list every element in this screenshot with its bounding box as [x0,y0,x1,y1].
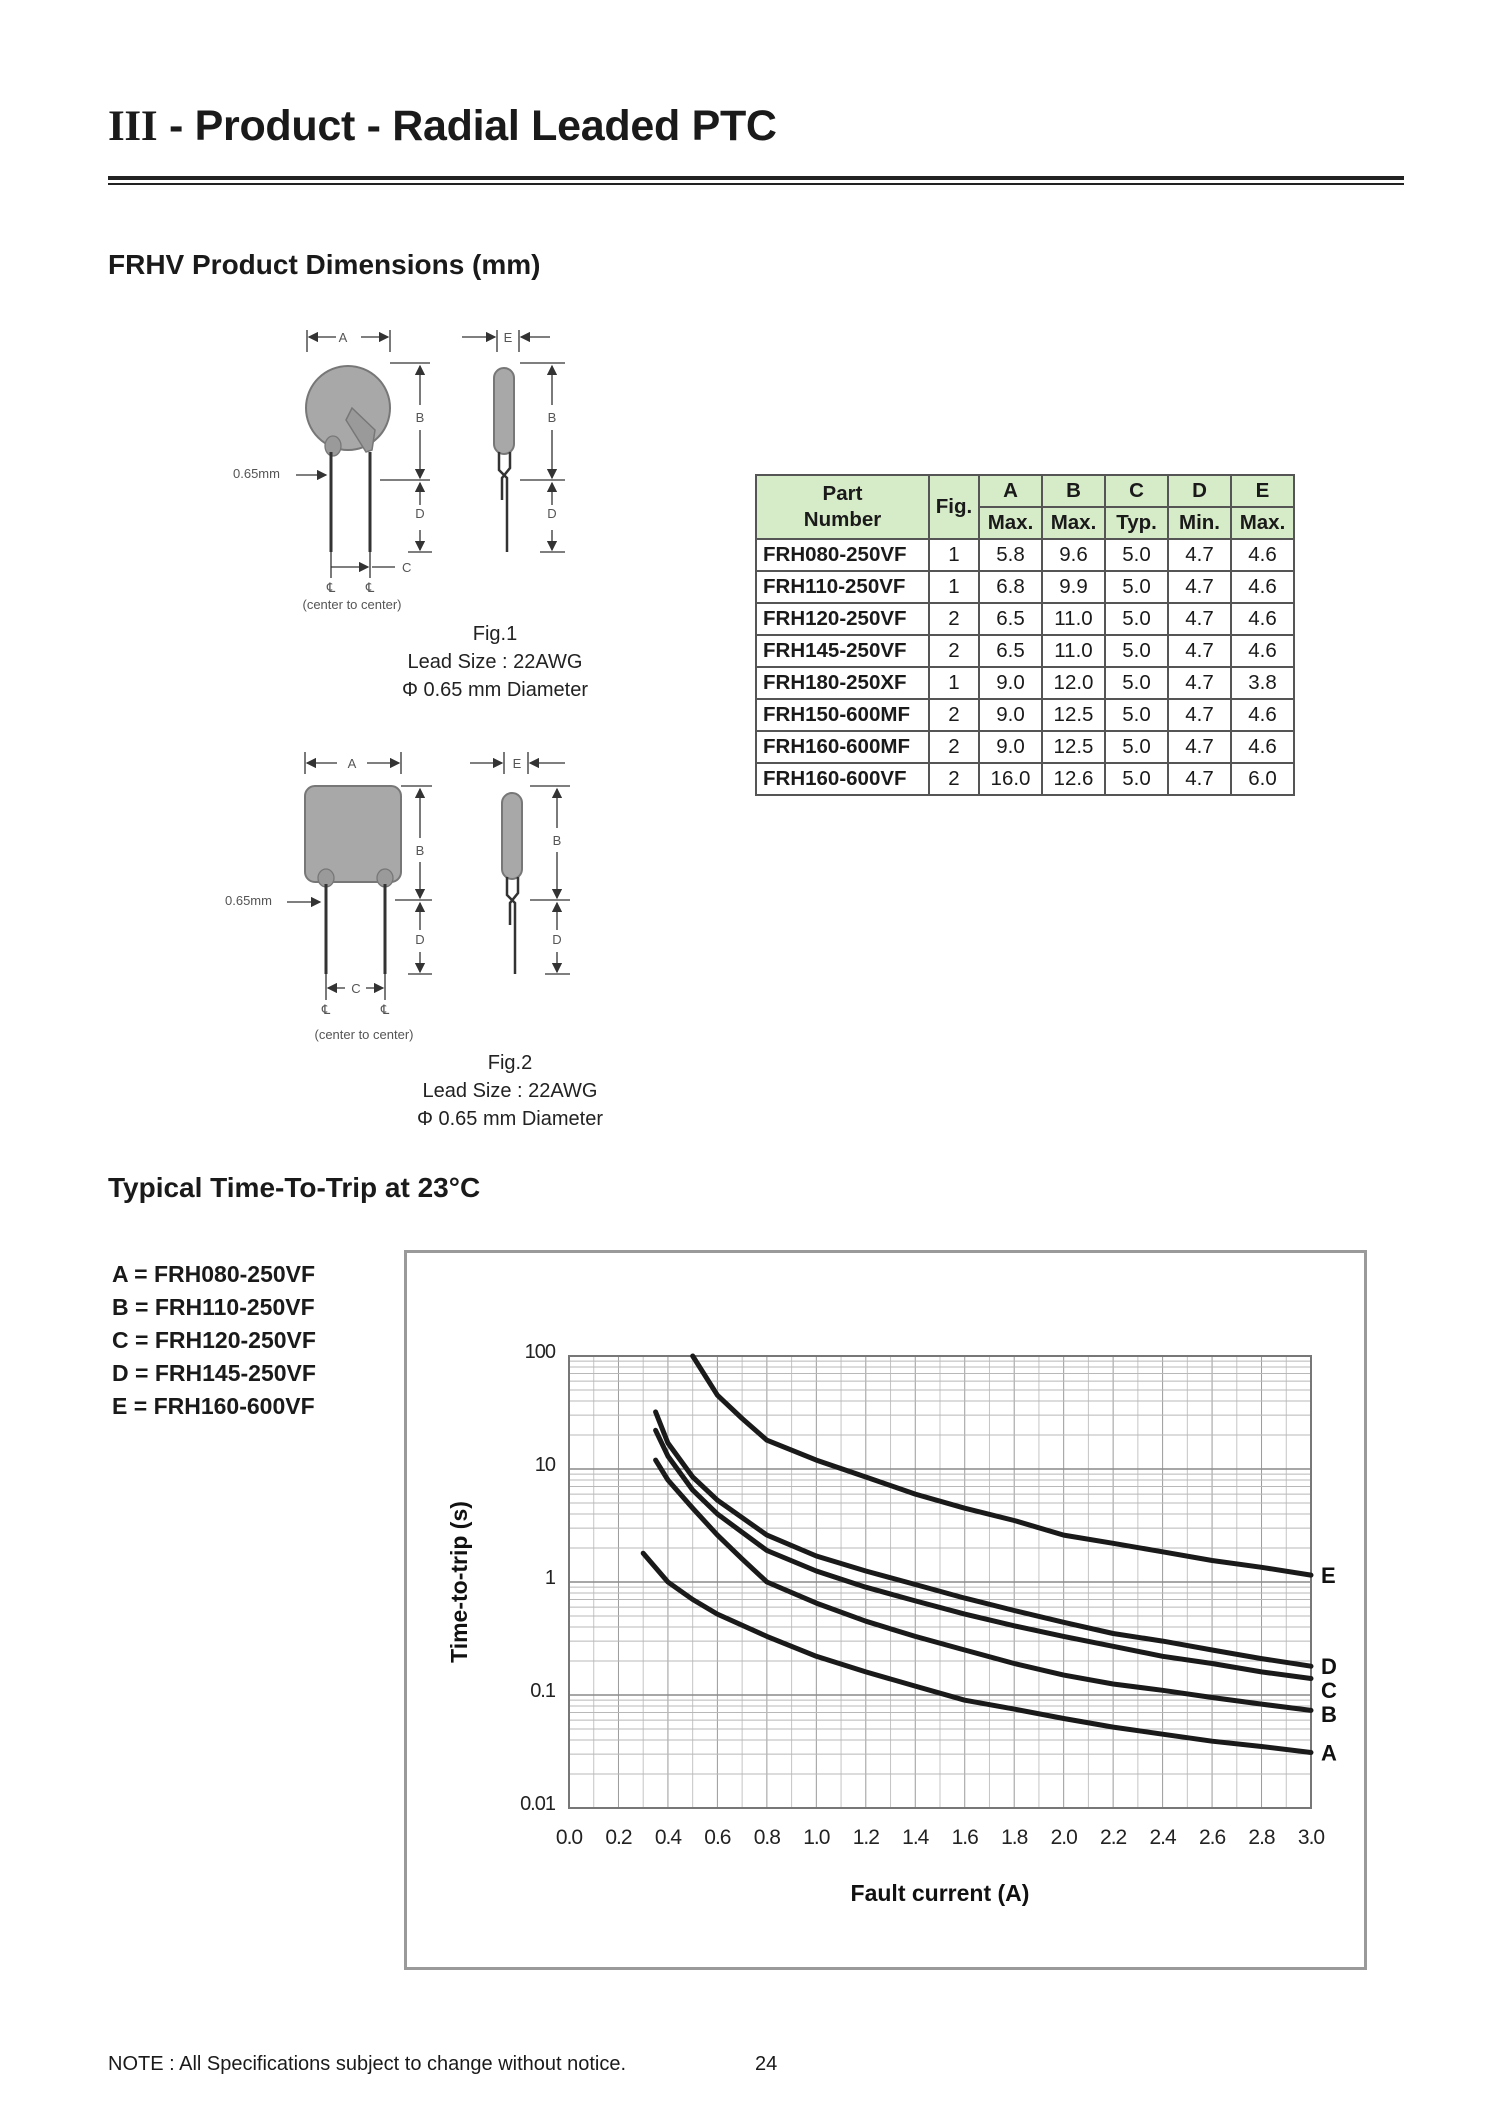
trip-heading: Typical Time-To-Trip at 23°C [108,1172,481,1203]
cell-e: 4.6 [1231,603,1294,635]
y-tick-label: 10 [534,1454,555,1476]
roman-numeral: III [108,103,158,150]
header-d: D [1168,475,1231,507]
legend-eq: = [134,1261,148,1287]
cell-part: FRH120-250VF [756,603,929,635]
header-a-sub: Max. [979,507,1042,539]
cell-fig: 1 [929,571,979,603]
legend-eq: = [135,1294,149,1320]
legend-key: B [112,1294,129,1320]
fig1-caption-title: Fig.1 [472,623,518,645]
x-tick-label: 0.4 [654,1826,682,1849]
cell-fig: 2 [929,763,979,795]
cell-d: 4.7 [1168,635,1231,667]
fig2-label-e: E [512,756,522,771]
legend-part: FRH120-250VF [154,1327,316,1353]
cell-d: 4.7 [1168,539,1231,571]
cell-fig: 2 [929,699,979,731]
legend-key: D [112,1360,129,1386]
cell-b: 12.5 [1042,699,1105,731]
legend-part: FRH110-250VF [154,1294,315,1320]
legend-item [112,1324,316,1357]
fig2-centerline-1: ℄ [321,1002,331,1017]
cell-e: 4.6 [1231,539,1294,571]
cell-part: FRH150-600MF [756,699,929,731]
legend-part: FRH145-250VF [154,1360,316,1386]
cell-a: 6.5 [979,603,1042,635]
cell-fig: 1 [929,539,979,571]
table-row [756,571,1294,603]
legend-item [112,1390,316,1423]
fig2-front-view [287,752,432,1000]
fig1-front-view [296,330,432,578]
y-tick-label: 1 [544,1567,555,1589]
dimensions-heading: FRHV Product Dimensions (mm) [108,249,541,280]
header-fig: Fig. [929,475,979,539]
legend-eq: = [135,1360,149,1386]
fig2-label-lead: 0.65mm [225,893,272,908]
fig1-disc-body [306,366,390,450]
fig2-label-b: B [415,843,425,858]
legend-part: FRH080-250VF [153,1261,316,1287]
x-tick-label: 0.6 [704,1826,731,1849]
x-tick-label: 2.0 [1050,1826,1077,1849]
legend-key: C [112,1327,129,1353]
table-row [756,635,1294,667]
cell-b: 11.0 [1042,603,1105,635]
cell-a: 9.0 [979,667,1042,699]
cell-c: 5.0 [1105,731,1168,763]
cell-a: 9.0 [979,731,1042,763]
x-tick-label: 2.2 [1100,1826,1127,1849]
cell-c: 5.0 [1105,635,1168,667]
fig2-caption [345,1049,675,1133]
legend-eq: = [133,1393,148,1419]
cell-b: 12.5 [1042,731,1105,763]
page-number: 24 [755,2053,778,2075]
header-b: B [1042,475,1105,507]
cell-e: 4.6 [1231,635,1294,667]
cell-part: FRH110-250VF [756,571,929,603]
fig2-label-d: D [415,932,425,947]
cell-a: 9.0 [979,699,1042,731]
fig2-caption-diameter: Φ 0.65 mm Diameter [416,1108,603,1130]
x-tick-label: 1.8 [1001,1826,1028,1849]
cell-e: 4.6 [1231,571,1294,603]
cell-part: FRH080-250VF [756,539,929,571]
fig2-square-body [305,786,401,882]
table-row [756,667,1294,699]
cell-fig: 2 [929,635,979,667]
chart-legend [112,1258,316,1423]
series-label-d: D [1321,1654,1337,1680]
chart-frame [404,1250,1367,1970]
fig1-label-e: E [503,330,513,345]
fig2-side-label-b: B [552,833,562,848]
y-tick-label: 100 [524,1341,555,1363]
table-row [756,763,1294,795]
fig1-label-c: C [402,560,412,575]
fig1-label-d: D [415,506,425,521]
table-row [756,539,1294,571]
cell-b: 11.0 [1042,635,1105,667]
x-tick-label: 1.6 [951,1826,978,1849]
fig1-centerline-1: ℄ [326,580,336,595]
cell-c: 5.0 [1105,667,1168,699]
cell-a: 16.0 [979,763,1042,795]
fig1-caption-diameter: Φ 0.65 mm Diameter [401,679,588,701]
cell-c: 5.0 [1105,763,1168,795]
fig2-center-to-center: (center to center) [314,1027,414,1042]
cell-e: 3.8 [1231,667,1294,699]
table-row [756,603,1294,635]
cell-b: 12.6 [1042,763,1105,795]
fig1-label-lead: 0.65mm [233,466,280,481]
x-tick-label: 3.0 [1297,1826,1325,1849]
cell-d: 4.7 [1168,731,1231,763]
legend-key: E [112,1393,128,1419]
cell-fig: 2 [929,603,979,635]
fig2-label-a: A [347,756,357,771]
cell-fig: 2 [929,731,979,763]
cell-e: 4.6 [1231,731,1294,763]
cell-a: 5.8 [979,539,1042,571]
cell-c: 5.0 [1105,699,1168,731]
title-text: - Product - Radial Leaded PTC [168,102,777,150]
fig1-center-to-center: (center to center) [302,597,402,612]
cell-d: 4.7 [1168,763,1231,795]
header-e: E [1231,475,1294,507]
fig2-side-label-d: D [552,932,562,947]
cell-d: 4.7 [1168,699,1231,731]
fig1-side-label-d: D [547,506,557,521]
cell-b: 9.9 [1042,571,1105,603]
fig1-side-label-b: B [547,410,557,425]
cell-b: 9.6 [1042,539,1105,571]
cell-a: 6.5 [979,635,1042,667]
legend-item [112,1258,316,1291]
cell-c: 5.0 [1105,539,1168,571]
legend-key: A [112,1261,128,1287]
cell-c: 5.0 [1105,571,1168,603]
x-tick-label: 0.2 [605,1826,632,1849]
y-axis-title: Time-to-trip (s) [446,1501,472,1663]
fig2-caption-lead: Lead Size : 22AWG [422,1080,598,1102]
cell-c: 5.0 [1105,603,1168,635]
cell-a: 6.8 [979,571,1042,603]
table-row [756,731,1294,763]
cell-part: FRH180-250XF [756,667,929,699]
header-d-sub: Min. [1168,507,1231,539]
cell-e: 4.6 [1231,699,1294,731]
footer-note: NOTE : All Specifications subject to change without notice. [108,2053,627,2075]
x-tick-label: 2.8 [1248,1826,1275,1849]
cell-e: 6.0 [1231,763,1294,795]
cell-b: 12.0 [1042,667,1105,699]
fig1-caption [330,620,660,704]
x-tick-label: 2.6 [1198,1826,1226,1849]
legend-eq: = [135,1327,149,1353]
y-tick-label: 0.01 [520,1793,555,1815]
cell-d: 4.7 [1168,571,1231,603]
header-a: A [979,475,1042,507]
fig1-label-b: B [415,410,425,425]
cell-part: FRH160-600VF [756,763,929,795]
y-tick-label: 0.1 [530,1680,555,1702]
fig2-caption-title: Fig.2 [487,1052,533,1074]
series-label-a: A [1321,1740,1337,1766]
fig2-centerline-2: ℄ [380,1002,390,1017]
x-tick-label: 1.4 [902,1826,929,1849]
dimensions-table [755,474,1295,796]
cell-part: FRH160-600MF [756,731,929,763]
cell-d: 4.7 [1168,667,1231,699]
cell-part: FRH145-250VF [756,635,929,667]
legend-item [112,1291,316,1324]
fig1-caption-lead: Lead Size : 22AWG [407,651,583,673]
x-tick-label: 1.2 [852,1826,879,1849]
series-label-b: B [1321,1702,1337,1728]
x-tick-label: 1.0 [803,1826,830,1849]
fig2-label-c: C [351,981,361,996]
legend-part: FRH160-600VF [153,1393,315,1419]
x-tick-label: 0.8 [753,1826,780,1849]
x-axis-title: Fault current (A) [850,1880,1030,1906]
x-tick-label: 0.0 [555,1826,583,1849]
header-c-sub: Typ. [1105,507,1168,539]
cell-fig: 1 [929,667,979,699]
fig1-centerline-2: ℄ [365,580,375,595]
x-tick-label: 2.4 [1149,1826,1176,1849]
cell-d: 4.7 [1168,603,1231,635]
series-label-c: C [1321,1678,1337,1704]
header-c: C [1105,475,1168,507]
header-b-sub: Max. [1042,507,1105,539]
series-label-e: E [1321,1563,1336,1589]
header-part-number: Part Number [756,475,929,539]
fig1-label-a: A [338,330,348,345]
legend-item [112,1357,316,1390]
header-e-sub: Max. [1231,507,1294,539]
table-row [756,699,1294,731]
